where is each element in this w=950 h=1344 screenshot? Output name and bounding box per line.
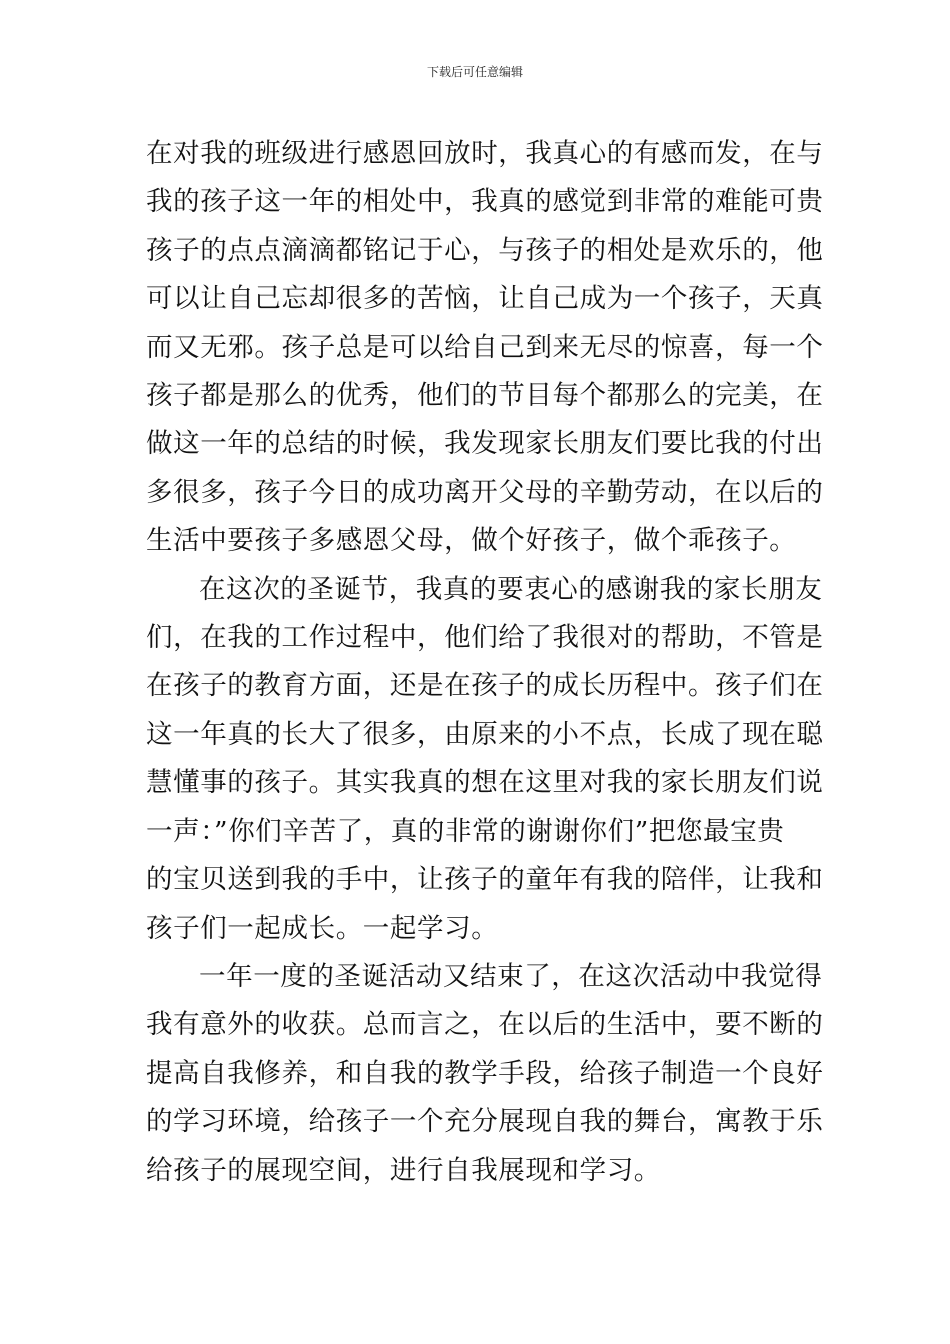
page-header: 下载后可任意编辑 — [426, 65, 523, 79]
text-line: 在这次的圣诞节，我真的要衷心的感谢我的家长朋友 — [199, 573, 823, 605]
text-line: 孩子的点点滴滴都铭记于心，与孩子的相处是欢乐的，他 — [146, 234, 824, 266]
paragraph-2 — [146, 566, 824, 953]
paragraph-1 — [146, 130, 824, 566]
text-line: 我的孩子这一年的相处中，我真的感觉到非常的难能可贵 — [146, 186, 824, 218]
text-line: 生活中要孩子多感恩父母，做个好孩子，做个乖孩子。 — [146, 525, 797, 557]
text-line: 多很多，孩子今日的成功离开父母的辛勤劳动，在以后的 — [146, 476, 824, 508]
text-line: 我有意外的收获。总而言之，在以后的生活中，要不断的 — [146, 1009, 824, 1041]
text-line: 孩子都是那么的优秀，他们的节目每个都那么的完美，在 — [146, 380, 824, 412]
text-line: 的学习环境，给孩子一个充分展现自我的舞台，寓教于乐 — [146, 1106, 824, 1138]
text-line: 而又无邪。孩子总是可以给自己到来无尽的惊喜，每一个 — [146, 331, 824, 363]
text-line: 们，在我的工作过程中，他们给了我很对的帮助，不管是 — [146, 622, 824, 654]
paragraph-3 — [146, 953, 824, 1195]
text-line: 给孩子的展现空间，进行自我展现和学习。 — [146, 1154, 661, 1186]
text-line: 一年一度的圣诞活动又结束了，在这次活动中我觉得 — [199, 960, 823, 992]
text-line: 慧懂事的孩子。其实我真的想在这里对我的家长朋友们说 — [146, 767, 824, 799]
text-line: 孩子们一起成长。一起学习。 — [146, 912, 499, 944]
text-line: 做这一年的总结的时候，我发现家长朋友们要比我的付出 — [146, 428, 824, 460]
text-line: 在孩子的教育方面，还是在孩子的成长历程中。孩子们在 — [146, 670, 824, 702]
text-line: 在对我的班级进行感恩回放时，我真心的有感而发，在与 — [146, 138, 824, 169]
text-line: 一声：”你们辛苦了，真的非常的谢谢你们”把您最宝贵 — [146, 815, 785, 847]
text-line: 可以让自己忘却很多的苦恼，让自己成为一个孩子，天真 — [146, 283, 824, 315]
text-line: 提高自我修养，和自我的教学手段，给孩子制造一个良好 — [146, 1057, 824, 1089]
text-line: 这一年真的长大了很多，由原来的小不点，长成了现在聪 — [146, 718, 824, 750]
document-body — [146, 130, 824, 1195]
text-line: 的宝贝送到我的手中，让孩子的童年有我的陪伴，让我和 — [146, 864, 824, 896]
